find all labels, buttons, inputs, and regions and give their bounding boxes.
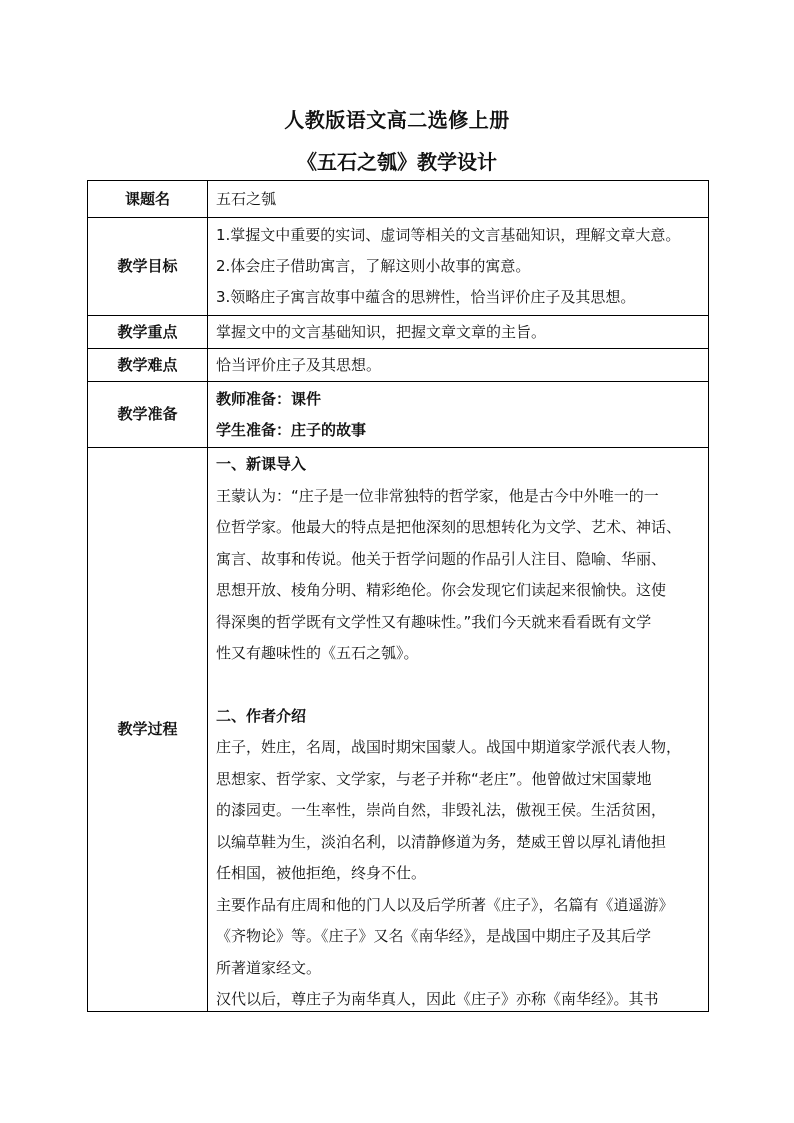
text-line: 位哲学家。他最大的特点是把他深刻的思想转化为文学、艺术、神话、 — [216, 518, 682, 536]
text-line: 性又有趣味性的《五石之瓠》。 — [216, 644, 419, 662]
table-row-topic — [88, 181, 709, 218]
table-row-goals — [88, 218, 709, 316]
value-topic: 五石之瓠 — [208, 181, 709, 218]
goal-item: 2.体会庄子借助寓言，了解这则小故事的寓意。 — [216, 257, 531, 275]
text-line: 主要作品有庄周和他的门人以及后学所著《庄子》，名篇有《逍遥游》 — [216, 895, 674, 914]
table-row-difficulties — [88, 349, 709, 382]
section-heading-intro: 一、新课导入 — [216, 455, 307, 473]
text-line: 汉代以后，尊庄子为南华真人，因此《庄子》亦称《南华经》。其书 — [216, 990, 659, 1008]
table-row-process — [88, 448, 709, 1012]
label-goals: 教学目标 — [88, 218, 208, 316]
text-line: 所著道家经文。 — [216, 958, 322, 977]
value-goals — [208, 218, 709, 316]
text-line: 《齐物论》等。《庄子》又名《南华经》，是战国中期庄子及其后学 — [216, 927, 652, 945]
label-preparation: 教学准备 — [88, 382, 208, 448]
goal-item: 1.掌握文中重要的实词、虚词等相关的文言基础知识，理解文章大意。 — [216, 226, 681, 244]
lesson-plan-table — [87, 180, 709, 1012]
text-line: 寓言、故事和传说。他关于哲学问题的作品引人注目、隐喻、华丽、 — [216, 549, 667, 568]
student-preparation: 学生准备：庄子的故事 — [216, 420, 367, 439]
value-difficulties: 恰当评价庄子及其思想。 — [208, 349, 709, 382]
label-topic: 课题名 — [88, 181, 208, 218]
teacher-preparation: 教师准备：课件 — [216, 389, 322, 408]
text-line: 思想家、哲学家、文学家，与老子并称“老庄”。他曾做过宋国蒙地 — [216, 769, 652, 788]
value-preparation — [208, 382, 709, 448]
text-line: 庄子，姓庄，名周，战国时期宋国蒙人。战国中期道家学派代表人物， — [216, 738, 682, 756]
value-key-points: 掌握文中的文言基础知识，把握文章文章的主旨。 — [208, 316, 709, 349]
document-subtitle: 《五石之瓠》教学设计 — [297, 150, 497, 174]
document-title: 人教版语文高二选修上册 — [284, 108, 510, 132]
text-line: 的漆园吏。一生率性，崇尚自然，非毁礼法，傲视王侯。生活贫困， — [216, 801, 667, 819]
goal-item: 3.领略庄子寓言故事中蕴含的思辨性，恰当评价庄子及其思想。 — [216, 288, 636, 306]
value-process — [208, 448, 709, 1012]
text-line: 任相国，被他拒绝，终身不仕。 — [216, 864, 427, 882]
text-line: 以编草鞋为生，淡泊名利，以清静修道为务，楚威王曾以厚礼请他担 — [216, 832, 667, 851]
section-heading-author: 二、作者介绍 — [216, 706, 307, 725]
text-line: 得深奥的哲学既有文学性又有趣味性。”我们今天就来看看既有文学 — [216, 612, 652, 631]
table-row-preparation — [88, 382, 709, 448]
text-line: 王蒙认为：“庄子是一位非常独特的哲学家，他是古今中外唯一的一 — [216, 486, 659, 505]
label-process: 教学过程 — [88, 448, 208, 1012]
label-difficulties: 教学难点 — [88, 349, 208, 382]
blank-line — [216, 670, 700, 701]
table-row-key-points — [88, 316, 709, 349]
text-line: 思想开放、棱角分明、精彩绝伦。你会发现它们读起来很愉快。这使 — [216, 581, 667, 599]
label-key-points: 教学重点 — [88, 316, 208, 349]
